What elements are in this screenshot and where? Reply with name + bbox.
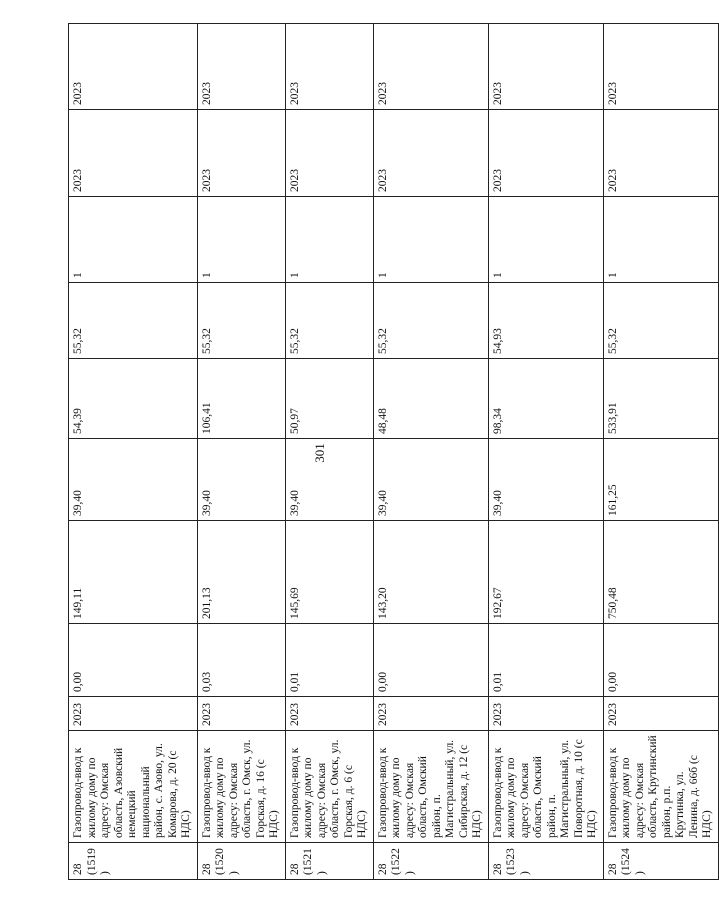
row-number-cell: 28 (1524) xyxy=(603,843,718,880)
value-cell-2: 201,13 xyxy=(197,521,285,624)
year-cell-1: 2023 xyxy=(69,110,198,197)
row-number-cell: 28 (1521) xyxy=(285,843,373,880)
start-year-cell: 2023 xyxy=(69,697,198,731)
quantity-cell: 1 xyxy=(603,197,718,283)
row-number-cell: 28 (1522) xyxy=(373,843,488,880)
year-cell-1: 2023 xyxy=(197,110,285,197)
quantity-cell: 1 xyxy=(373,197,488,283)
document-sheet xyxy=(68,24,713,880)
year-cell-1: 2023 xyxy=(603,110,718,197)
value-cell-4: 50,97 xyxy=(285,359,373,439)
quantity-cell: 1 xyxy=(488,197,603,283)
year-cell-2: 2023 xyxy=(373,24,488,110)
year-cell-2: 2023 xyxy=(69,24,198,110)
start-year-cell: 2023 xyxy=(488,697,603,731)
value-cell-5: 55,32 xyxy=(603,283,718,359)
value-cell-1: 0,01 xyxy=(285,624,373,697)
table-row xyxy=(373,24,488,880)
quantity-cell: 1 xyxy=(69,197,198,283)
table-row xyxy=(69,24,198,880)
value-cell-2: 149,11 xyxy=(69,521,198,624)
value-cell-2: 750,48 xyxy=(603,521,718,624)
row-number-cell: 28 (1519) xyxy=(69,843,198,880)
table-row xyxy=(285,24,373,880)
value-cell-4: 533,91 xyxy=(603,359,718,439)
value-cell-1: 0,00 xyxy=(373,624,488,697)
year-cell-2: 2023 xyxy=(488,24,603,110)
value-cell-5: 55,32 xyxy=(373,283,488,359)
year-cell-1: 2023 xyxy=(373,110,488,197)
start-year-cell: 2023 xyxy=(197,697,285,731)
value-cell-2: 192,67 xyxy=(488,521,603,624)
object-description-cell: Газопровод-ввод к жилому дому по адресу: Омская область, Омский район, п. Магистральный, ул. Сибирская, д. 12 (с НДС) xyxy=(373,731,488,843)
value-cell-2: 143,20 xyxy=(373,521,488,624)
value-cell-3: 161,25 xyxy=(603,439,718,521)
start-year-cell: 2023 xyxy=(603,697,718,731)
value-cell-3: 39,40 xyxy=(69,439,198,521)
value-cell-1: 0,00 xyxy=(603,624,718,697)
value-cell-3: 39,40 xyxy=(373,439,488,521)
value-cell-1: 0,03 xyxy=(197,624,285,697)
value-cell-1: 0,00 xyxy=(69,624,198,697)
value-cell-5: 54,93 xyxy=(488,283,603,359)
object-description-cell: Газопровод-ввод к жилому дому по адресу: Омская область, г. Омск, ул. Горская, д. 6 (с НДС) xyxy=(285,731,373,843)
investment-program-table xyxy=(68,23,719,880)
value-cell-3: 39,40 xyxy=(285,439,373,521)
year-cell-2: 2023 xyxy=(285,24,373,110)
year-cell-2: 2023 xyxy=(603,24,718,110)
start-year-cell: 2023 xyxy=(285,697,373,731)
year-cell-2: 2023 xyxy=(197,24,285,110)
start-year-cell: 2023 xyxy=(373,697,488,731)
value-cell-4: 48,48 xyxy=(373,359,488,439)
value-cell-4: 106,41 xyxy=(197,359,285,439)
value-cell-5: 55,32 xyxy=(285,283,373,359)
value-cell-4: 54,39 xyxy=(69,359,198,439)
table-row xyxy=(197,24,285,880)
row-number-cell: 28 (1520) xyxy=(197,843,285,880)
table-row xyxy=(603,24,718,880)
object-description-cell: Газопровод-ввод к жилому дому по адресу: Омская область, г. Омск, ул. Горская, д. 16 (с НДС) xyxy=(197,731,285,843)
object-description-cell: Газопровод-ввод к жилому дому по адресу: Омская область, Крутинский район, р.п. Крутинка, ул. Ленина, д. 66б (с НДС) xyxy=(603,731,718,843)
value-cell-5: 55,32 xyxy=(197,283,285,359)
value-cell-5: 55,32 xyxy=(69,283,198,359)
value-cell-4: 98,34 xyxy=(488,359,603,439)
page-number: 301 xyxy=(312,443,327,463)
year-cell-1: 2023 xyxy=(488,110,603,197)
table-row xyxy=(488,24,603,880)
value-cell-3: 39,40 xyxy=(488,439,603,521)
quantity-cell: 1 xyxy=(197,197,285,283)
table-rotated-container xyxy=(68,24,713,880)
object-description-cell: Газопровод-ввод к жилому дому по адресу: Омская область, Азовский немецкий национальный район, с. Азово, ул. Комарова, д. 20 (с НДС) xyxy=(69,731,198,843)
object-description-cell: Газопровод-ввод к жилому дому по адресу: Омская область, Омский район, п. Магистральный, ул. Поворотная, д. 10 (с НДС) xyxy=(488,731,603,843)
row-number-cell: 28 (1523) xyxy=(488,843,603,880)
year-cell-1: 2023 xyxy=(285,110,373,197)
value-cell-2: 145,69 xyxy=(285,521,373,624)
value-cell-3: 39,40 xyxy=(197,439,285,521)
value-cell-1: 0,01 xyxy=(488,624,603,697)
quantity-cell: 1 xyxy=(285,197,373,283)
